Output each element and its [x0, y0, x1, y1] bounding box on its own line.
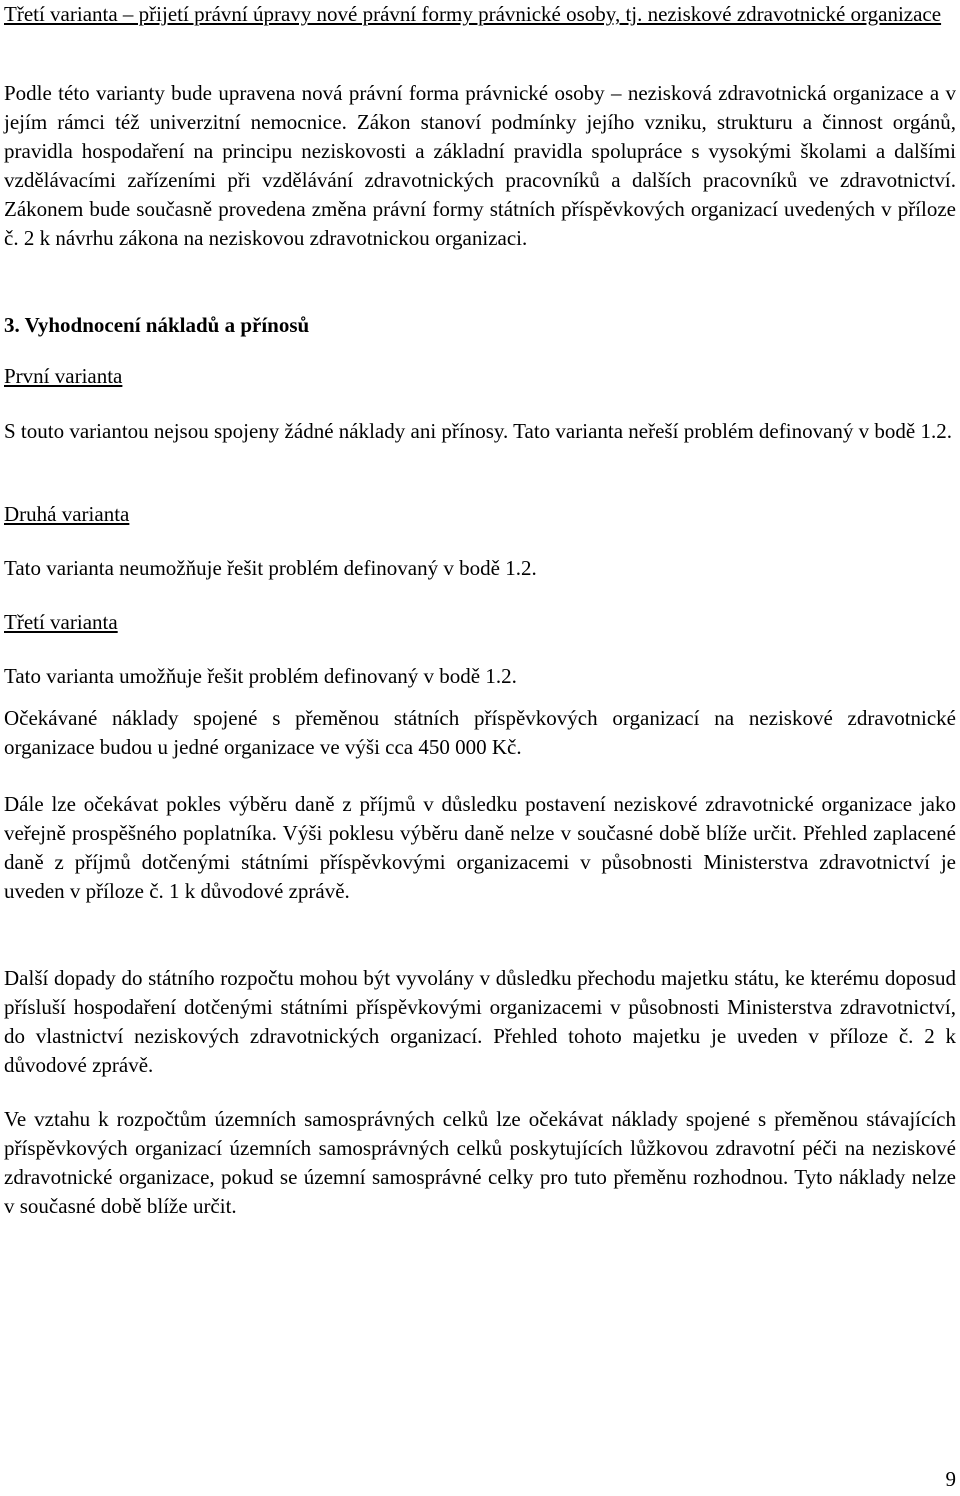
income-tax-paragraph: Dále lze očekávat pokles výběru daně z příjmů v důsledku postavení neziskové zdravotnické organizace jako veřejně prospěšného poplatníka. Výši poklesu výběru daně nelze v současné době blíže určit. Přehled zaplacené daně z příjmů dotčenými státními příspěvkovými organizacemi v působnosti Ministerstva zdravotnictví je uveden v příloze č. 1 k důvodové zprávě. — [4, 792, 956, 903]
subheading-variant-two: Druhá varianta — [4, 502, 130, 526]
variant-three-description: Podle této varianty bude upravena nová právní forma právnické osoby – nezisková zdravotnická organizace a v jejím rámci též univerzitní nemocnice. Zákon stanoví podmínky jejího vzniku, strukturu a činnost orgánů, pravidla hospodaření na principu neziskovosti a základní pravidla spolupráce s vysokými školami a dalšími vzdělávacími zařízeními při vzdělávání zdravotnických pracovníků a dalších pracovníků ve zdravotnictví. Zákonem bude současně provedena změna právní formy státních příspěvkových organizací uvedených v příloze č. 2 k návrhu zákona na neziskovou zdravotnickou organizaci. — [4, 81, 956, 250]
expected-costs-paragraph: Očekávané náklady spojené s přeměnou státních příspěvkových organizací na neziskové zdravotnické organizace budou u jedné organizace ve výši cca 450 000 Kč. — [4, 706, 956, 759]
page-number: 9 — [945, 1467, 956, 1491]
regional-budgets-paragraph: Ve vztahu k rozpočtům územních samosprávných celků lze očekávat náklady spojené s přeměnou stávajících příspěvkových organizací územních samosprávných celků poskytujících lůžkovou zdravotní péči na neziskové zdravotnické organizace, pokud se územní samosprávné celky pro tuto přeměnu rozhodnou. Tyto náklady nelze v současné době blíže určit. — [4, 1107, 956, 1218]
subheading-variant-one: První varianta — [4, 364, 123, 388]
subheading-variant-three: Třetí varianta — [4, 610, 118, 634]
variant-three-title-paragraph: Třetí varianta – přijetí právní úpravy nové právní formy právnické osoby, tj. neziskové zdravotnické organizace — [4, 2, 942, 26]
state-budget-paragraph: Další dopady do státního rozpočtu mohou být vyvolány v důsledku přechodu majetku státu, ke kterému doposud přísluší hospodaření dotčenými státními příspěvkovými organizacemi v působnosti Ministerstva zdravotnictví, do vlastnictví neziskových zdravotnických organizací. Přehled tohoto majetku je uveden v příloze č. 2 k důvodové zprávě. — [4, 966, 956, 1077]
variant-three-text: Tato varianta umožňuje řešit problém definovaný v bodě 1.2. — [4, 664, 517, 688]
variant-two-text: Tato varianta neumožňuje řešit problém definovaný v bodě 1.2. — [4, 556, 537, 580]
variant-one-text: S touto variantou nejsou spojeny žádné náklady ani přínosy. Tato varianta neřeší problém definovaný v bodě 1.2. — [4, 419, 952, 443]
section-heading-costs-benefits: 3. Vyhodnocení nákladů a přínosů — [4, 313, 310, 337]
